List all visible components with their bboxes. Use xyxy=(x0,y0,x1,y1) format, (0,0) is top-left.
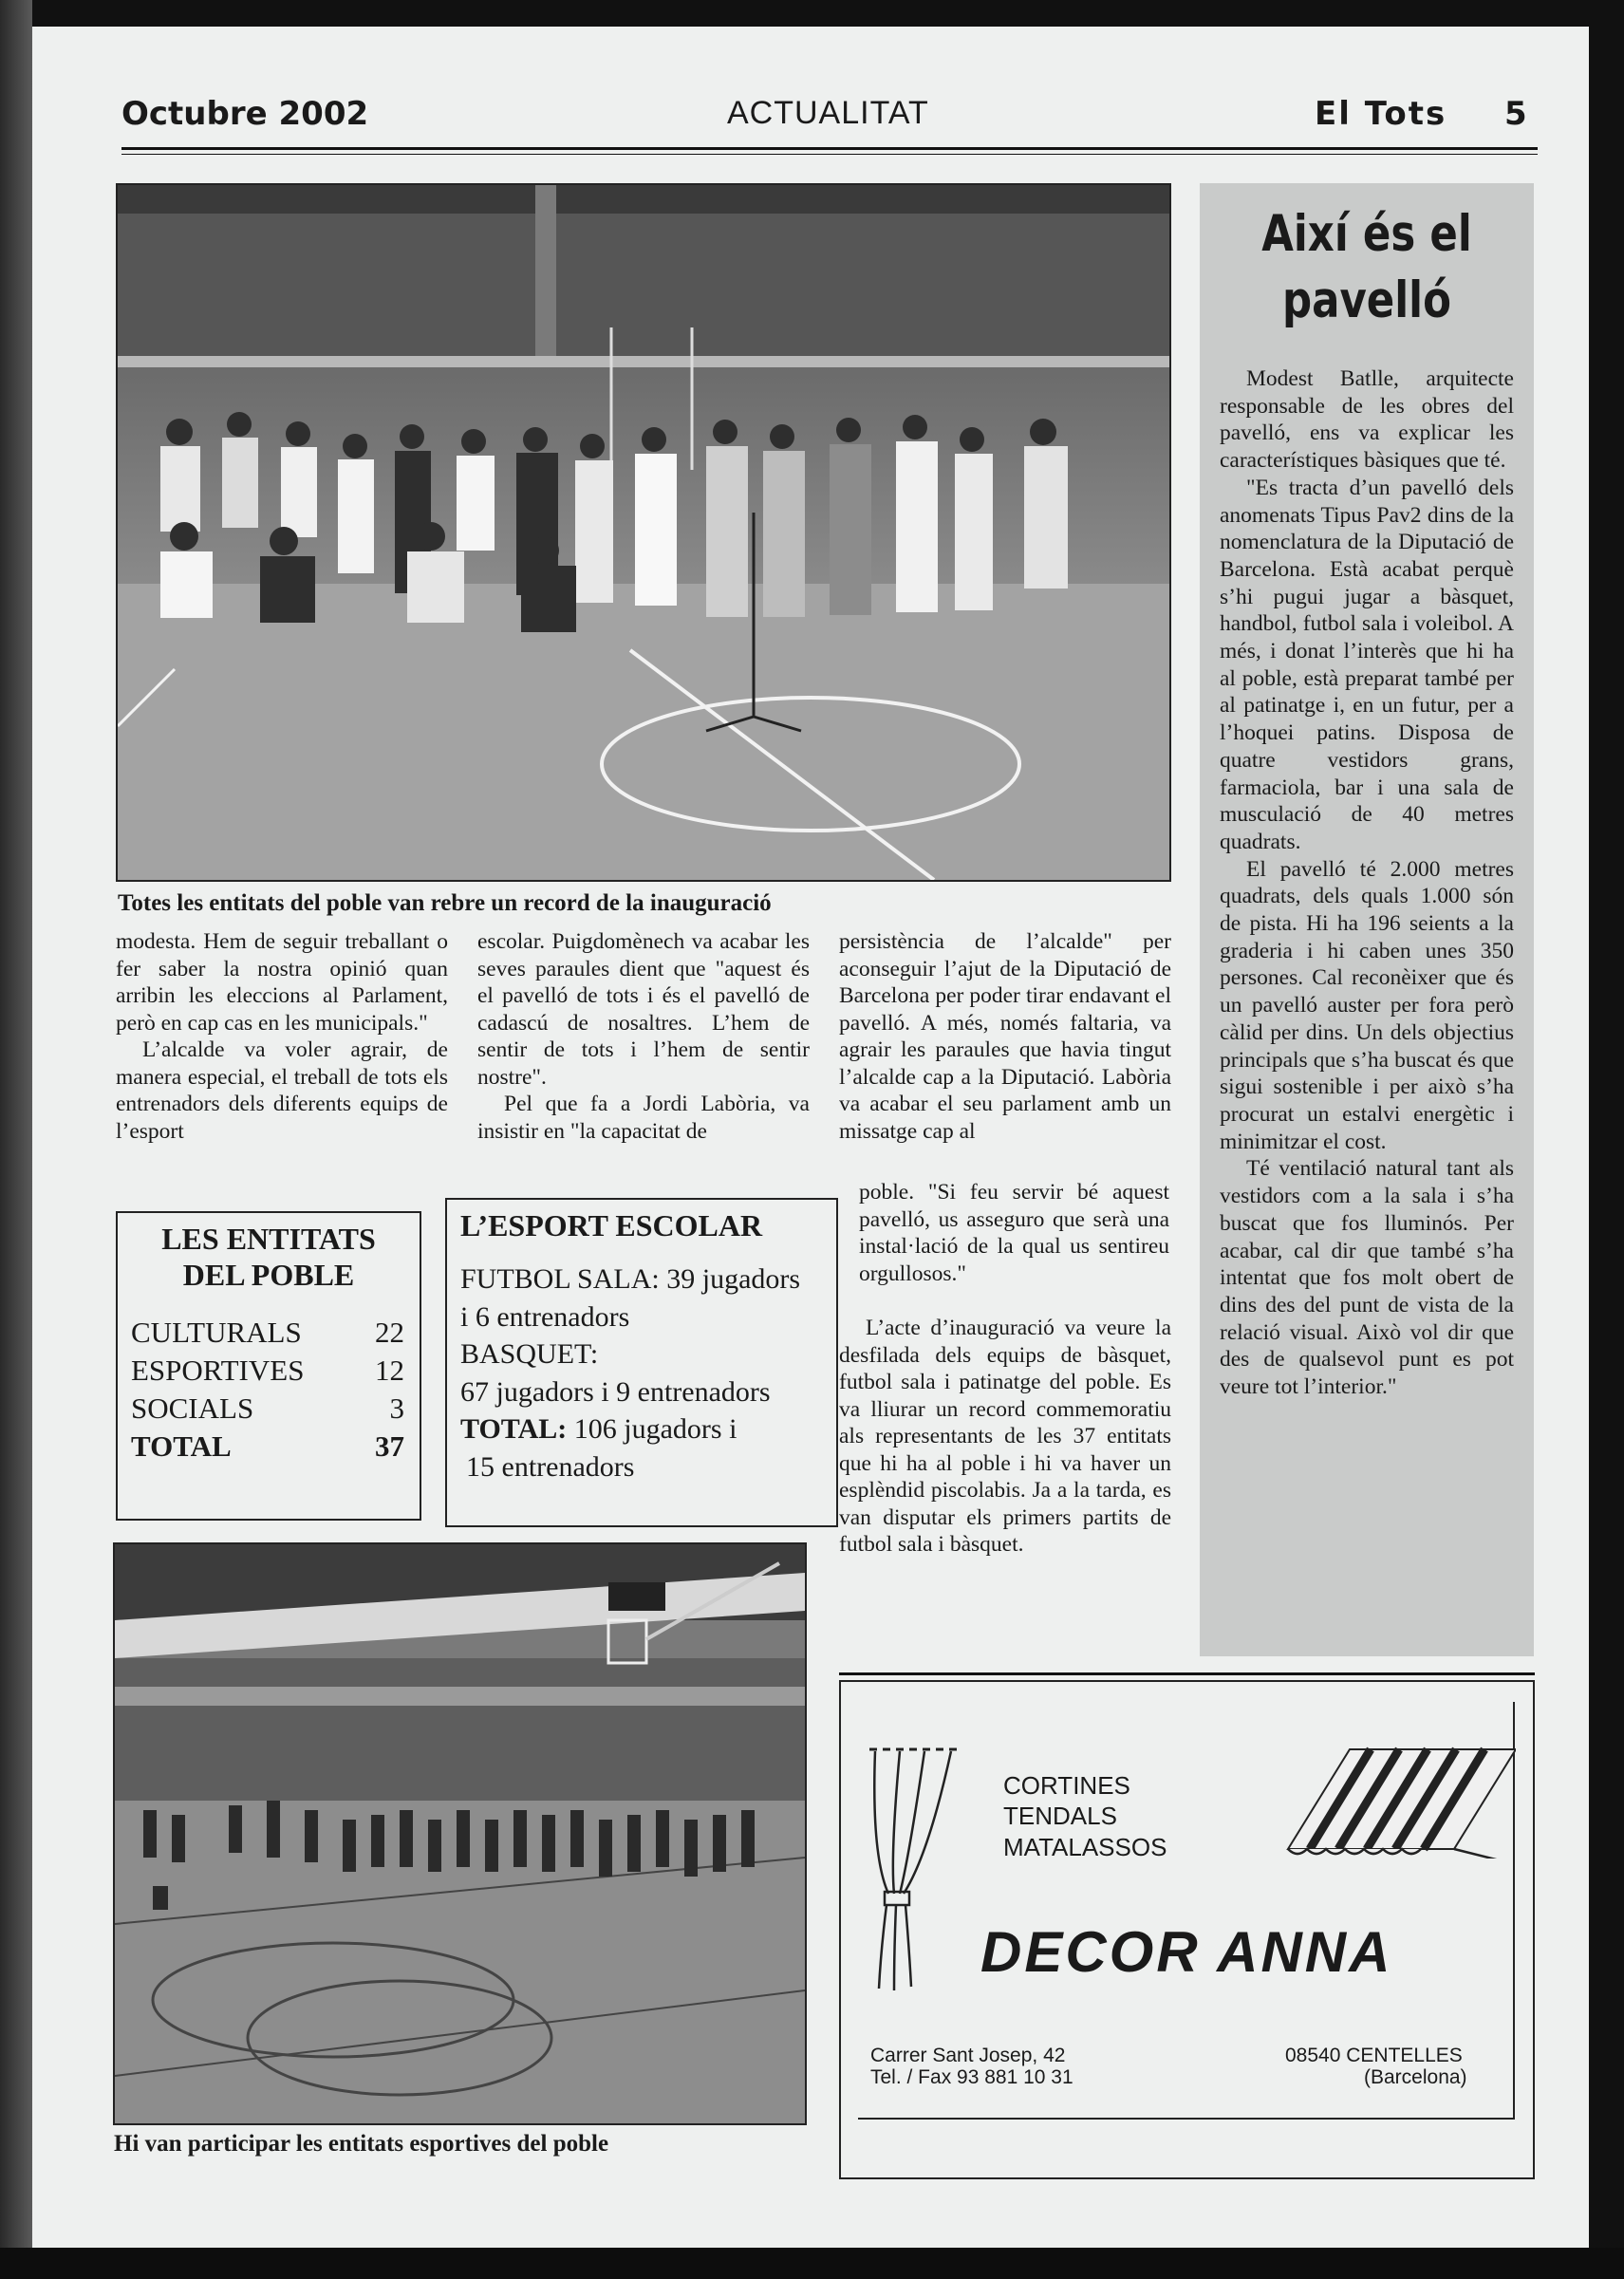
sidebar-paragraph: El pavelló té 2.000 metres quadrats, dels quals 1.000 són de pista. Hi ha 196 seients a la graderia i hi caben unes 350 persones. Cal reconèixer que és un pavelló auster per fora però càlid per dins. Un dels objectius principals que s’ha buscat és que sigui sostenible i per això s’ha procurat un estalvi energètic i minimitzar el cost. xyxy=(1220,856,1514,1154)
entitats-box-subtitle: DEL POBLE xyxy=(182,1258,355,1292)
bottom-photo-caption: Hi van participar les entitats esportives del poble xyxy=(114,2131,609,2157)
entitats-value: 12 xyxy=(375,1354,404,1387)
ad-city: 08540 CENTELLES xyxy=(1285,2045,1463,2066)
entitats-label: ESPORTIVES xyxy=(131,1354,305,1387)
ad-brand-name: DECOR ANNA xyxy=(980,1920,1393,1984)
scan-border xyxy=(0,2248,1624,2279)
top-photo-caption: Totes les entitats del poble van rebre un record de la inauguració xyxy=(118,890,772,916)
page-number: 5 xyxy=(1504,95,1527,133)
entitats-label: CULTURALS xyxy=(131,1316,302,1349)
entitats-value: 3 xyxy=(389,1392,404,1425)
esport-line: 67 jugadors i 9 entrenadors xyxy=(460,1375,771,1408)
sidebar-paragraph: Té ventilació natural tant als vestidors com a la sala i s’ha buscat que fos lluminós. Per acabar, cal dir que també s’ha intentat que fos molt obert de dins des del punt de vista de la relació visual. Això vol dir que des de qualsevol punt es pot veure tot l’interior." xyxy=(1220,1156,1514,1400)
entitats-row xyxy=(131,1352,404,1390)
entitats-box-title: LES ENTITATS xyxy=(161,1222,376,1256)
article-column-2 xyxy=(477,928,810,1145)
article-column-3a xyxy=(839,928,1171,1145)
sports-hall-photo xyxy=(113,1542,807,2125)
publication-name: El Tots xyxy=(1315,95,1447,133)
ad-address: Carrer Sant Josep, 42 xyxy=(870,2045,1066,2066)
article-paragraph: escolar. Puigdomènech va acabar les seves paraules dient que "aquest és el pavelló de tots i és el pavelló de cadascú de nosaltres. L’hem de sentir de tots i l’hem de sentir nostre". xyxy=(477,929,810,1090)
article-column-3b xyxy=(859,1179,1169,1287)
entitats-row xyxy=(131,1314,404,1352)
esport-line: 15 entrenadors xyxy=(466,1450,635,1483)
article-paragraph: modesta. Hem de seguir treballant o fer saber la nostra opinió quan arribin les eleccions al Parlament, però en cap cas en les municipals." xyxy=(116,929,448,1036)
article-column-1 xyxy=(116,928,448,1145)
esport-total-value: 106 jugadors i xyxy=(573,1413,737,1445)
article-paragraph: poble. "Si feu servir bé aquest pavelló, us asseguro que serà una instal·lació de la qual us sentireu orgullosos." xyxy=(859,1180,1169,1286)
esport-total-label: TOTAL: xyxy=(460,1413,568,1445)
entitats-box xyxy=(116,1211,421,1521)
entitats-total-value: 37 xyxy=(375,1429,404,1463)
curtain-icon xyxy=(862,1742,966,1998)
awning-icon xyxy=(1283,1745,1516,1859)
ad-product-line2: TENDALS xyxy=(1003,1802,1117,1830)
entitats-label: SOCIALS xyxy=(131,1392,254,1425)
ad-region: (Barcelona) xyxy=(1364,2066,1467,2088)
esport-total-line xyxy=(460,1410,836,1448)
entitats-total-row xyxy=(131,1428,404,1466)
sidebar-paragraph: "Es tracta d’un pavelló dels anomenats Tipus Pav2 dins de la nomenclatura de la Diputació de Barcelona. Està acabat perquè s’hi pugui jugar a bàsquet, handbol, futbol sala i voleibol. A més, i donat l’interès que hi ha al poble, està preparat també per al patinatge i, en un futur, per a l’hoquei patins. Disposa de quatre vestidors grans, farmaciola, bar i una sala de musculació de 40 metres quadrats. xyxy=(1220,475,1514,854)
sidebar-title-line2: pavelló xyxy=(1282,271,1451,329)
ad-product-line3: MATALASSOS xyxy=(1003,1833,1167,1861)
article-column-3c xyxy=(839,1315,1171,1559)
esport-escolar-box xyxy=(445,1198,838,1527)
entitats-value: 22 xyxy=(375,1316,404,1349)
article-paragraph: L’acte d’inauguració va veure la desfilada dels equips de bàsquet, futbol sala i patinatge del poble. Es va lliurar un record commemoratiu als representants de les 37 entitats que hi ha al poble i hi va haver un esplèndid piscolabis. Ja a la tarda, es van disputar els primers partits de futbol sala i bàsquet. xyxy=(839,1316,1171,1557)
article-paragraph: L’alcalde va voler agrair, de manera especial, el treball de tots els entrenadors dels diferents equips de l’esport xyxy=(116,1037,448,1144)
entitats-total-label: TOTAL xyxy=(131,1429,232,1463)
sidebar-title xyxy=(1230,201,1504,334)
issue-date: Octubre 2002 xyxy=(121,95,369,133)
sidebar-title-line1: Així és el xyxy=(1261,205,1472,263)
header-rule-thin xyxy=(121,154,1538,155)
esport-escolar-title: L’ESPORT ESCOLAR xyxy=(460,1208,763,1242)
sidebar-paragraph: Modest Batlle, arquitecte responsable de les obres del pavelló, ens va explicar les característiques bàsiques que té. xyxy=(1220,366,1514,474)
ad-product-line1: CORTINES xyxy=(1003,1771,1130,1800)
section-title: ACTUALITAT xyxy=(727,95,929,131)
esport-line: i 6 entrenadors xyxy=(460,1300,630,1333)
esport-line: FUTBOL SALA: 39 jugadors xyxy=(460,1263,801,1295)
inauguration-group-photo xyxy=(116,183,1171,882)
sidebar-text xyxy=(1220,365,1514,1401)
article-paragraph: persistència de l’alcalde" per aconseguir l’ajut de la Diputació de Barcelona per poder tirar endavant el pavelló. A més, només faltaria, va agrair les paraules que havia tingut l’alcalde cap a la Diputació. Labòria va acabar el seu parlament amb un missatge cap al xyxy=(839,929,1171,1144)
article-paragraph: Pel que fa a Jordi Labòria, va insistir en "la capacitat de xyxy=(477,1092,810,1144)
entitats-row xyxy=(131,1390,404,1428)
page-spine xyxy=(0,0,32,2279)
esport-line: BASQUET: xyxy=(460,1338,599,1370)
ad-top-rule xyxy=(839,1672,1535,1675)
ad-phone: Tel. / Fax 93 881 10 31 xyxy=(870,2066,1073,2088)
header-rule xyxy=(121,147,1538,150)
